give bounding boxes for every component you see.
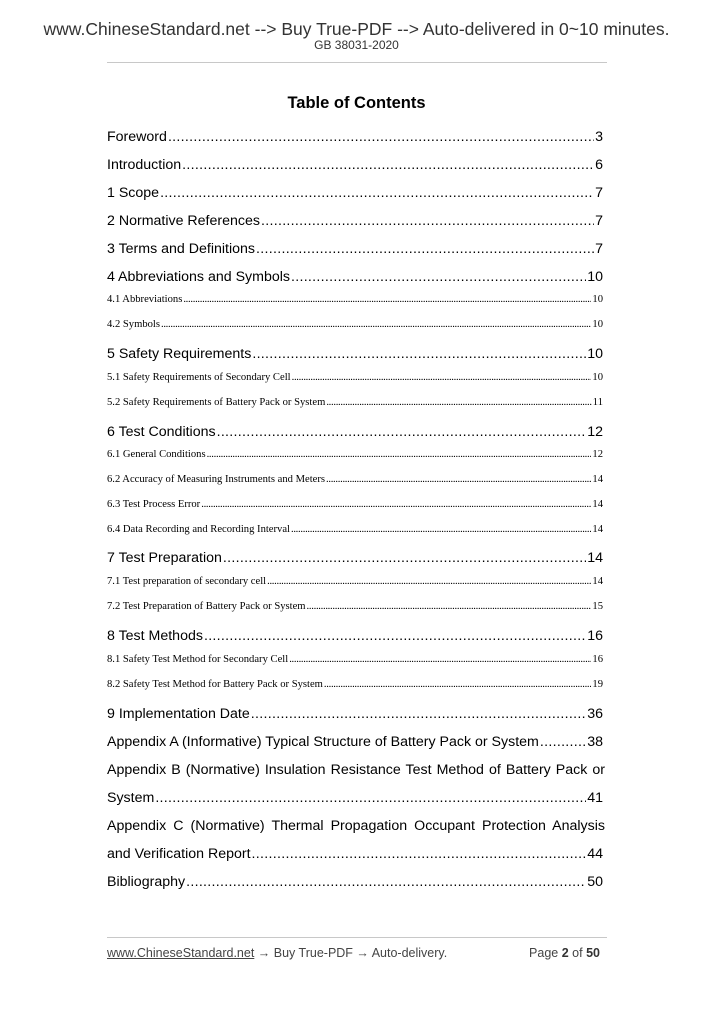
toc-entry-appendix-a[interactable] — [107, 733, 603, 751]
toc-entry-8-1[interactable] — [107, 653, 603, 667]
dot-leader — [289, 653, 591, 667]
toc-entry-7-1[interactable] — [107, 575, 603, 589]
of-word: of — [572, 946, 583, 960]
toc-entry-page: 10 — [592, 372, 603, 383]
toc-entry-page: 19 — [592, 679, 603, 690]
toc-entry-appendix-c[interactable] — [107, 845, 603, 863]
toc-entry-page: 10 — [592, 319, 603, 330]
toc-entry-page: 7 — [595, 213, 603, 229]
toc-entry-label: Appendix A (Informative) Typical Structure of Battery Pack or System — [107, 734, 539, 750]
dot-leader — [217, 423, 587, 441]
page-indicator — [529, 945, 600, 961]
dot-leader — [292, 371, 592, 385]
dot-leader — [307, 600, 592, 614]
page-word: Page — [529, 946, 559, 960]
toc-entry-page: 14 — [592, 576, 603, 587]
dot-leader — [168, 128, 594, 146]
toc-entry-page: 50 — [587, 874, 603, 890]
toc-entry-label: 4 Abbreviations and Symbols — [107, 269, 290, 285]
toc-entry-label: 5.1 Safety Requirements of Secondary Cell — [107, 372, 291, 383]
toc-entry-4-1[interactable] — [107, 293, 603, 307]
dot-leader — [291, 268, 586, 286]
dot-leader — [326, 473, 591, 487]
dot-leader — [161, 318, 591, 332]
document-code: GB 38031-2020 — [314, 38, 399, 52]
toc-entry-page: 14 — [587, 550, 603, 566]
toc-entry-page: 12 — [592, 449, 603, 460]
dot-leader — [252, 345, 586, 363]
toc-entry-label: 6 Test Conditions — [107, 424, 216, 440]
toc-entry-abbreviations-symbols[interactable] — [107, 268, 603, 286]
toc-entry-page: 3 — [595, 129, 603, 145]
dot-leader — [291, 523, 591, 537]
dot-leader — [251, 705, 586, 723]
toc-entry-7-2[interactable] — [107, 600, 603, 614]
dot-leader — [326, 396, 591, 410]
toc-entry-label: 8.1 Safety Test Method for Secondary Cell — [107, 654, 289, 665]
toc-entry-label: and Verification Report — [107, 846, 251, 862]
toc-entry-label: 4.2 Symbols — [107, 319, 160, 330]
toc-entry-label: 8.2 Safety Test Method for Battery Pack or System — [107, 679, 323, 690]
toc-entry-normative-references[interactable] — [107, 212, 603, 230]
toc-entry-label: 6.1 General Conditions — [107, 449, 206, 460]
toc-entry-label: 2 Normative References — [107, 213, 260, 229]
dot-leader — [540, 733, 586, 751]
top-banner: www.ChineseStandard.net --> Buy True-PDF --> Auto-delivered in 0~10 minutes. — [43, 19, 670, 39]
toc-entry-page: 16 — [592, 654, 603, 665]
toc-entry-4-2[interactable] — [107, 318, 603, 332]
toc-entry-page: 10 — [587, 346, 603, 362]
toc-entry-terms-definitions[interactable] — [107, 240, 603, 258]
header-divider — [107, 62, 607, 63]
dot-leader — [252, 845, 587, 863]
toc-entry-6-3[interactable] — [107, 498, 603, 512]
toc-entry-6-2[interactable] — [107, 473, 603, 487]
dot-leader — [324, 678, 592, 692]
toc-entry-test-preparation[interactable] — [107, 549, 603, 567]
toc-entry-test-methods[interactable] — [107, 627, 603, 645]
toc-entry-label: 1 Scope — [107, 185, 160, 201]
dot-leader — [267, 575, 591, 589]
toc-entry-appendix-b-line1[interactable]: Appendix B (Normative) Insulation Resistance Test Method of Battery Pack or — [107, 762, 605, 778]
toc-entry-foreword[interactable] — [107, 128, 603, 146]
toc-entry-5-2[interactable] — [107, 396, 603, 410]
toc-entry-appendix-b[interactable] — [107, 789, 603, 807]
toc-entry-page: 38 — [587, 734, 603, 750]
toc-entry-label: 3 Terms and Definitions — [107, 241, 255, 257]
toc-entry-label: 9 Implementation Date — [107, 706, 250, 722]
toc-entry-page: 12 — [587, 424, 603, 440]
toc-entry-label: 7 Test Preparation — [107, 550, 222, 566]
toc-entry-scope[interactable] — [107, 184, 603, 202]
toc-entry-page: 15 — [592, 601, 603, 612]
page-current: 2 — [561, 946, 569, 960]
toc-entry-label: System — [107, 790, 155, 806]
toc-entry-page: 6 — [595, 157, 603, 173]
toc-entry-label: Foreword — [107, 129, 167, 145]
toc-entry-bibliography[interactable] — [107, 873, 603, 891]
dot-leader — [207, 448, 592, 462]
toc-entry-page: 14 — [592, 499, 603, 510]
toc-entry-label: 7.1 Test preparation of secondary cell — [107, 576, 267, 587]
toc-entry-page: 10 — [587, 269, 603, 285]
toc-entry-6-1[interactable] — [107, 448, 603, 462]
toc-entry-page: 16 — [587, 628, 603, 644]
toc-entry-page: 36 — [587, 706, 603, 722]
toc-entry-page: 11 — [592, 397, 603, 408]
footer-trail: → Buy True-PDF → Auto-delivery. — [254, 946, 448, 960]
toc-entry-label: 6.2 Accuracy of Measuring Instruments and Meters — [107, 474, 325, 485]
dot-leader — [223, 549, 586, 567]
toc-entry-8-2[interactable] — [107, 678, 603, 692]
toc-entry-page: 14 — [592, 524, 603, 535]
page-total: 50 — [586, 946, 600, 960]
dot-leader — [182, 156, 594, 174]
dot-leader — [155, 789, 586, 807]
toc-entry-page: 10 — [592, 294, 603, 305]
dot-leader — [261, 212, 594, 230]
toc-entry-6-4[interactable] — [107, 523, 603, 537]
dot-leader — [204, 627, 586, 645]
footer-source — [107, 945, 447, 961]
toc-entry-test-conditions[interactable] — [107, 423, 603, 441]
footer-divider — [107, 937, 607, 938]
footer-site-link[interactable]: www.ChineseStandard.net — [107, 946, 255, 960]
toc-entry-label: 5 Safety Requirements — [107, 346, 252, 362]
toc-entry-page: 7 — [595, 185, 603, 201]
toc-entry-page: 14 — [592, 474, 603, 485]
toc-entry-page: 41 — [587, 790, 603, 806]
toc-entry-label: 5.2 Safety Requirements of Battery Pack or System — [107, 397, 326, 408]
toc-entry-label: 8 Test Methods — [107, 628, 203, 644]
toc-entry-label: Introduction — [107, 157, 182, 173]
dot-leader — [183, 293, 591, 307]
toc-entry-safety-requirements[interactable] — [107, 345, 603, 363]
toc-entry-label: 6.3 Test Process Error — [107, 499, 201, 510]
toc-entry-label: 7.2 Test Preparation of Battery Pack or System — [107, 601, 306, 612]
toc-entry-introduction[interactable] — [107, 156, 603, 174]
toc-entry-5-1[interactable] — [107, 371, 603, 385]
toc-entry-implementation-date[interactable] — [107, 705, 603, 723]
dot-leader — [160, 184, 594, 202]
toc-entry-label: 4.1 Abbreviations — [107, 294, 183, 305]
toc-entry-label: 6.4 Data Recording and Recording Interval — [107, 524, 290, 535]
dot-leader — [256, 240, 594, 258]
toc-title: Table of Contents — [287, 94, 426, 112]
toc-entry-page: 7 — [595, 241, 603, 257]
toc-entry-page: 44 — [587, 846, 603, 862]
toc-entry-appendix-c-line1[interactable]: Appendix C (Normative) Thermal Propagation Occupant Protection Analysis — [107, 818, 605, 834]
dot-leader — [186, 873, 586, 891]
dot-leader — [201, 498, 591, 512]
toc-entry-label: Bibliography — [107, 874, 186, 890]
